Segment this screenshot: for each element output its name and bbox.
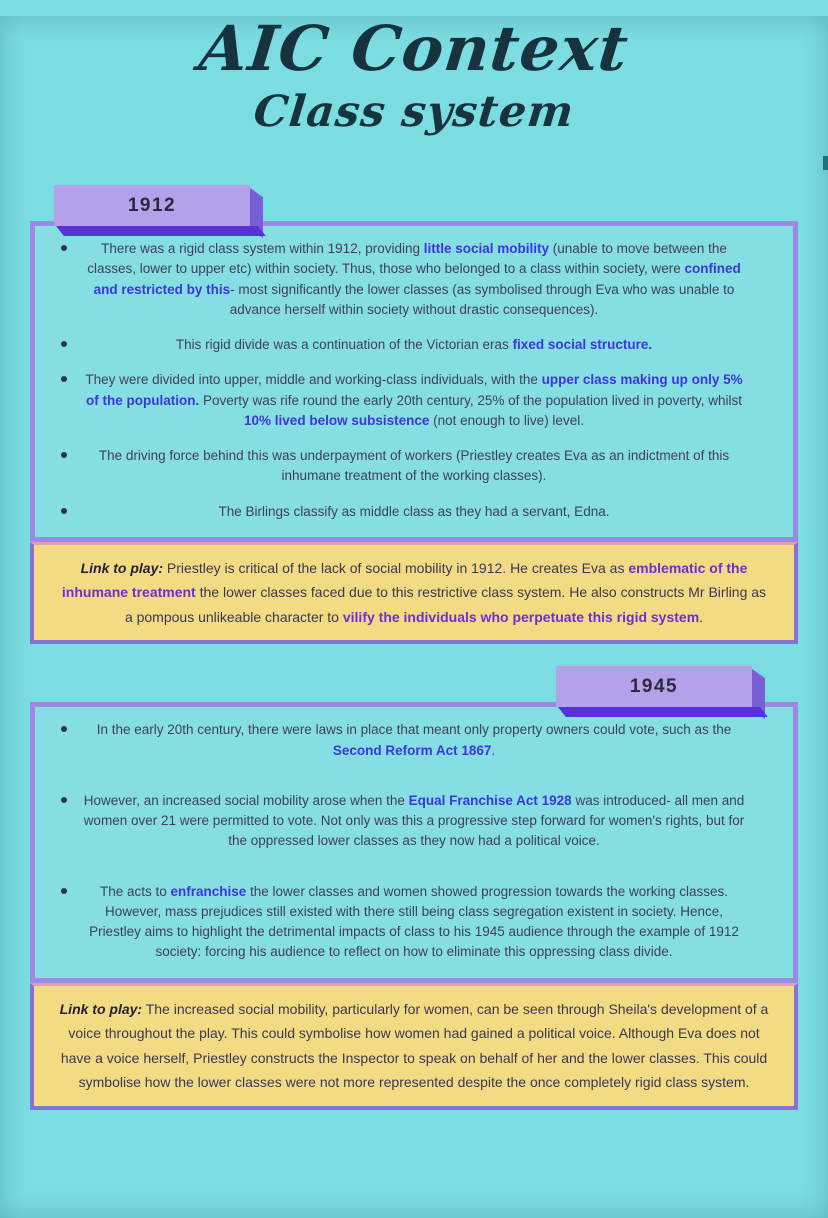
highlighted-text: 10% lived below subsistence — [244, 412, 430, 428]
highlighted-text: fixed social structure. — [512, 337, 653, 353]
text-run: This rigid divide was a continuation of the Victorian eras — [175, 337, 513, 353]
bullet-item — [53, 239, 775, 320]
page-title: AIC Context — [195, 12, 633, 85]
bullet-text — [176, 337, 652, 352]
highlighted-text: vilify the individuals who perpetuate this rigid system — [342, 608, 700, 625]
text-run: The driving force behind this was underpayment of workers (Priestley creates Eva as an indictment of this inhumane treatment of the working classes). — [98, 448, 730, 484]
text-run: The acts to — [99, 883, 171, 899]
text-run: - most significantly the lower classes (as symbolised through Eva who was unable to advance herself within society without drastic consequences). — [229, 281, 735, 317]
bullet-item — [53, 502, 775, 522]
text-run: In the early 20th century, there were laws in place that meant only property owners could vote, such as the — [96, 722, 732, 738]
bullet-dot-icon — [61, 797, 67, 803]
text-run: The increased social mobility, particularly for women, can be seen through Sheila's development of a voice throughout the play. This could symbolise how women had gained a political voice. Although Eva does not have a voice herself, Priestley constructs the Inspector to speak on behalf of her and the lower classes. This could symbolise how the lower classes were not more represented despite the once completely rigid class system. — [60, 1000, 769, 1091]
bullet-dot-icon — [61, 726, 67, 732]
section-1945 — [30, 666, 798, 1109]
bullet-item — [53, 882, 775, 963]
bullet-text — [99, 448, 729, 483]
highlighted-text: upper class making up only 5% of the population. — [85, 372, 743, 408]
bullet-dot-icon — [61, 376, 67, 382]
text-run: There was a rigid class system within 1912, providing — [101, 241, 424, 257]
year-ribbon-1945 — [556, 666, 752, 707]
bullet-item — [53, 370, 775, 431]
year-label: 1912 — [127, 194, 177, 216]
link-to-play-label: Link to play: — [59, 1000, 143, 1017]
bullet-dot-icon — [61, 452, 67, 458]
bullet-text — [85, 372, 742, 428]
bullet-text — [97, 722, 732, 757]
text-run: the lower classes and women showed progression towards the working classes. However, mass prejudices still existed with there still being class segregation existent in society. Hence, Priestley aims to highlight the detrimental impacts of class to his 1945 audience through the example of 1912 society: forcing his audience to reflect on how to eliminate this oppressing class divide. — [89, 883, 739, 960]
text-run: However, an increased social mobility arose when the — [83, 792, 409, 808]
link-to-play-box-1912 — [30, 542, 798, 645]
bullet-dot-icon — [61, 508, 67, 514]
bullet-dot-icon — [61, 245, 67, 251]
year-ribbon-1912 — [54, 185, 250, 226]
link-to-play-label: Link to play: — [80, 559, 164, 576]
section-1912 — [30, 185, 798, 644]
text-run: Poverty was rife round the early 20th century, 25% of the population lived in poverty, whilst — [199, 392, 743, 408]
bullet-dot-icon — [61, 341, 67, 347]
note-text — [61, 1001, 769, 1091]
text-run: . — [699, 608, 704, 625]
highlighted-text: Equal Franchise Act 1928 — [408, 792, 572, 808]
text-run: Priestley is critical of the lack of social mobility in 1912. He creates Eva as — [163, 559, 629, 576]
highlighted-text: confined and restricted by this — [93, 261, 741, 297]
text-run: . — [491, 742, 496, 758]
bullet-item — [53, 791, 775, 852]
text-run: was introduced- all men and women over 21 were permitted to vote. Not only was this a progressive step forward for women's rights, but for the oppressed lower classes as they now had a political voice. — [83, 792, 745, 849]
highlighted-text: emblematic of the inhumane treatment — [61, 559, 748, 601]
text-run: The Birlings classify as middle class as they had a servant, Edna. — [218, 503, 610, 519]
bullets-box-1912 — [30, 221, 798, 542]
text-run: They were divided into upper, middle and working-class individuals, with the — [85, 372, 542, 388]
bullet-text — [219, 504, 610, 519]
bullet-item — [53, 335, 775, 355]
bullet-text — [84, 793, 745, 849]
bullet-text — [89, 884, 739, 960]
text-run: the lower classes faced due to this restrictive class system. He also constructs Mr Birling as a pompous unlikeable character to — [124, 584, 767, 625]
text-run: (not enough to live) level. — [429, 412, 584, 428]
edge-artifact — [823, 156, 828, 170]
bullets-box-1945 — [30, 702, 798, 982]
link-to-play-box-1945 — [30, 983, 798, 1110]
highlighted-text: enfranchise — [170, 883, 247, 899]
page-subtitle: Class system — [251, 87, 577, 138]
bullet-item — [53, 720, 775, 761]
bullet-dot-icon — [61, 888, 67, 894]
highlighted-text: little social mobility — [423, 241, 550, 257]
bullet-text — [87, 241, 741, 317]
note-text — [62, 560, 766, 625]
text-run: (unable to move between the classes, lower to upper etc) within society. Thus, those who belonged to a class within society, were — [87, 241, 727, 277]
year-label: 1945 — [629, 675, 679, 697]
highlighted-text: Second Reform Act 1867 — [332, 742, 492, 758]
bullet-item — [53, 446, 775, 487]
